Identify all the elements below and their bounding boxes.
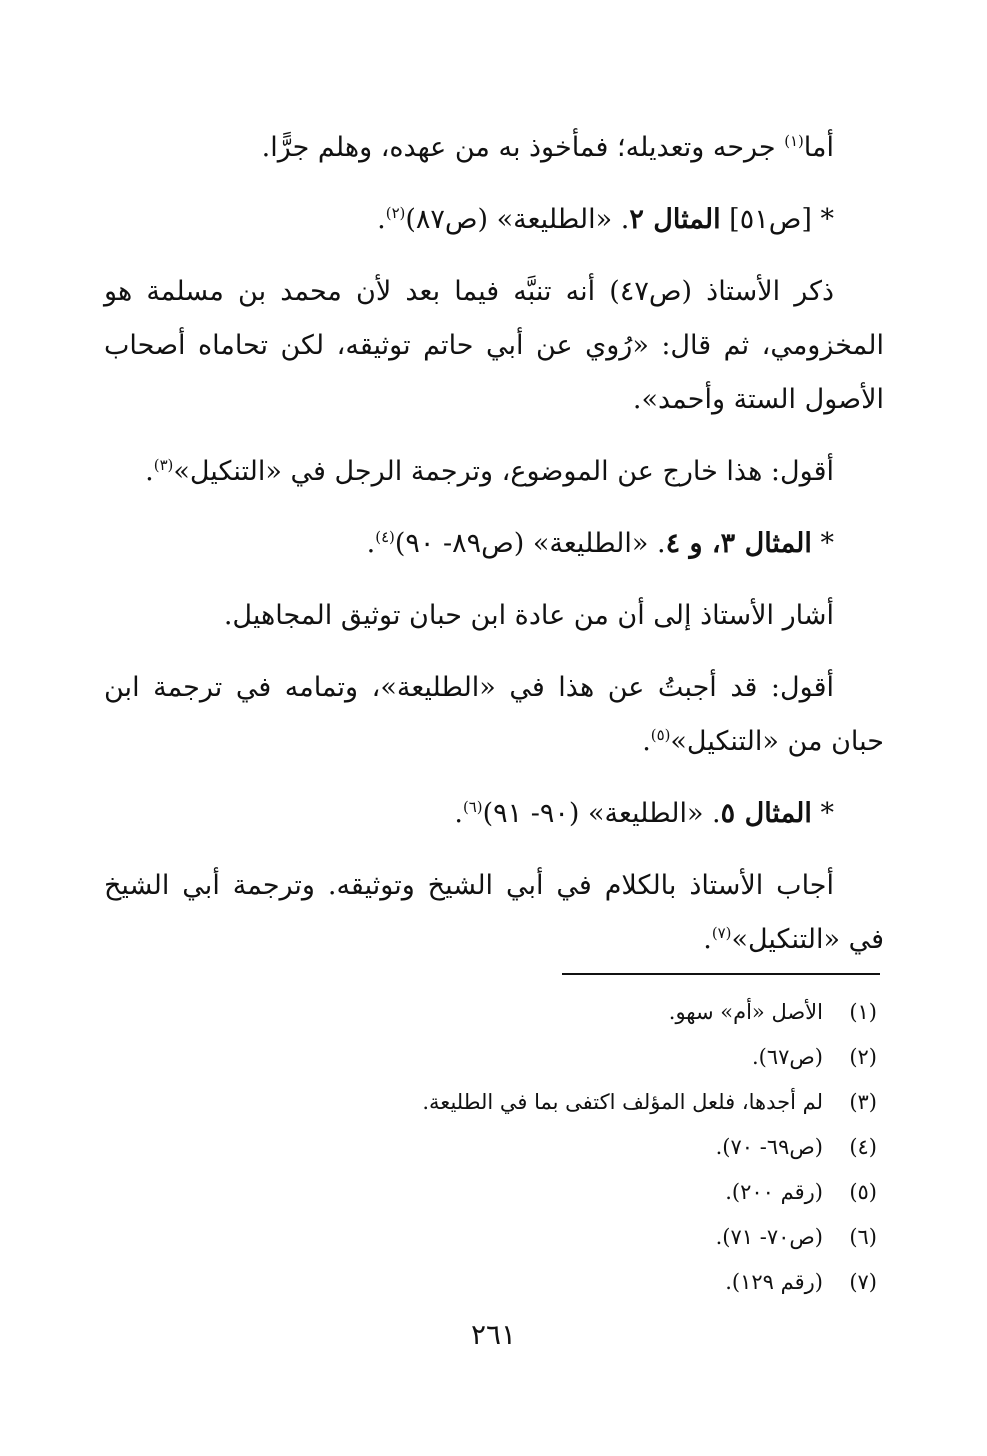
footnote-number: (٦)	[849, 1225, 877, 1249]
heading-marker: * [ص٥١]	[720, 204, 834, 235]
footnote-item	[117, 1125, 877, 1170]
paragraph-4: أشار الأستاذ إلى أن من عادة ابن حبان توثيق المجاهيل.	[223, 600, 834, 631]
footnote-item	[117, 1080, 877, 1125]
footnote-item	[117, 1035, 877, 1080]
footnote-number: (١)	[849, 1000, 877, 1024]
heading-marker: *	[811, 798, 834, 829]
footnote-ref-6[interactable]: (٦)	[462, 798, 483, 816]
paragraph-5	[104, 661, 884, 769]
heading-label: المثال ٣، و ٤	[665, 528, 812, 559]
paragraph-3-end: .	[145, 456, 154, 487]
heading-label: المثال ٥	[720, 798, 812, 829]
main-text	[104, 121, 884, 967]
heading-reference: . «الطليعة» (ص٨٩- ٩٠)	[394, 528, 666, 559]
footnote-ref-4[interactable]: (٤)	[375, 528, 395, 546]
footnote-number: (٤)	[849, 1135, 877, 1159]
footnote-item	[117, 1170, 877, 1215]
footnote-number: (٧)	[849, 1270, 877, 1294]
heading-marker: *	[811, 528, 834, 559]
footnote-ref-2[interactable]: (٢)	[385, 204, 406, 222]
footnote-text: لم أجدها، فلعل المؤلف اكتفى بما في الطليعة.	[422, 1090, 823, 1114]
heading-end: .	[366, 528, 376, 559]
footnote-item	[117, 990, 877, 1035]
paragraph-6-text: أجاب الأستاذ بالكلام في أبي الشيخ وتوثيقه. وترجمة أبي الشيخ في «التنكيل»	[104, 870, 884, 955]
footnote-text: (ص٦٩- ٧٠).	[715, 1135, 823, 1159]
footnote-text: (رقم ١٢٩).	[725, 1270, 823, 1294]
footnote-number: (٣)	[849, 1090, 877, 1114]
example-heading-5	[104, 787, 884, 841]
paragraph-6-end: .	[703, 924, 712, 955]
footnote-ref-5[interactable]: (٥)	[650, 726, 671, 744]
footnote-item	[117, 1215, 877, 1260]
paragraph-5-text: أقول: قد أجبتُ عن هذا في «الطليعة»، وتمامه في ترجمة ابن حبان من «التنكيل»	[104, 672, 884, 757]
footnote-text: (رقم ٢٠٠).	[725, 1180, 823, 1204]
footnote-text: الأصل «أم» سهو.	[668, 1000, 823, 1024]
paragraph-6	[104, 859, 884, 967]
heading-end: .	[377, 204, 386, 235]
footnote-number: (٥)	[849, 1180, 877, 1204]
example-heading-3-4	[104, 517, 884, 571]
heading-reference: . «الطليعة» (٩٠- ٩١)	[482, 798, 721, 829]
footnote-text: (ص٦٧).	[751, 1045, 823, 1069]
paragraph-5-end: .	[642, 726, 651, 757]
footnotes	[117, 990, 877, 1305]
footnote-ref-7[interactable]: (٧)	[711, 924, 732, 942]
paragraph-1	[104, 121, 884, 175]
footnote-text: (ص٧٠- ٧١).	[715, 1225, 823, 1249]
footnote-number: (٢)	[849, 1045, 877, 1069]
paragraph-3	[104, 445, 884, 499]
footnote-ref-1[interactable]: (١)	[784, 132, 804, 150]
paragraph-1-text: أما	[803, 132, 834, 163]
heading-label: المثال ٢	[629, 204, 721, 235]
example-heading-2	[104, 193, 884, 247]
footnote-separator	[562, 973, 880, 975]
paragraph-3-text: أقول: هذا خارج عن الموضوع، وترجمة الرجل في «التنكيل»	[173, 456, 834, 487]
page-number: ٢٦١	[470, 1318, 517, 1351]
heading-reference: . «الطليعة» (ص٨٧)	[405, 204, 630, 235]
footnote-ref-3[interactable]: (٣)	[153, 456, 174, 474]
footnote-item	[117, 1260, 877, 1305]
paragraph-1-rest: جرحه وتعديله؛ فمأخوذ به من عهده، وهلم جرًّا.	[261, 132, 785, 163]
heading-end: .	[454, 798, 463, 829]
paragraph-2: ذكر الأستاذ (ص٤٧) أنه تنبَّه فيما بعد لأن محمد بن مسلمة هو المخزومي، ثم قال: «رُوي عن أبي حاتم توثيقه، لكن تحاماه أصحاب الأصول الستة وأحمد».	[104, 276, 884, 415]
